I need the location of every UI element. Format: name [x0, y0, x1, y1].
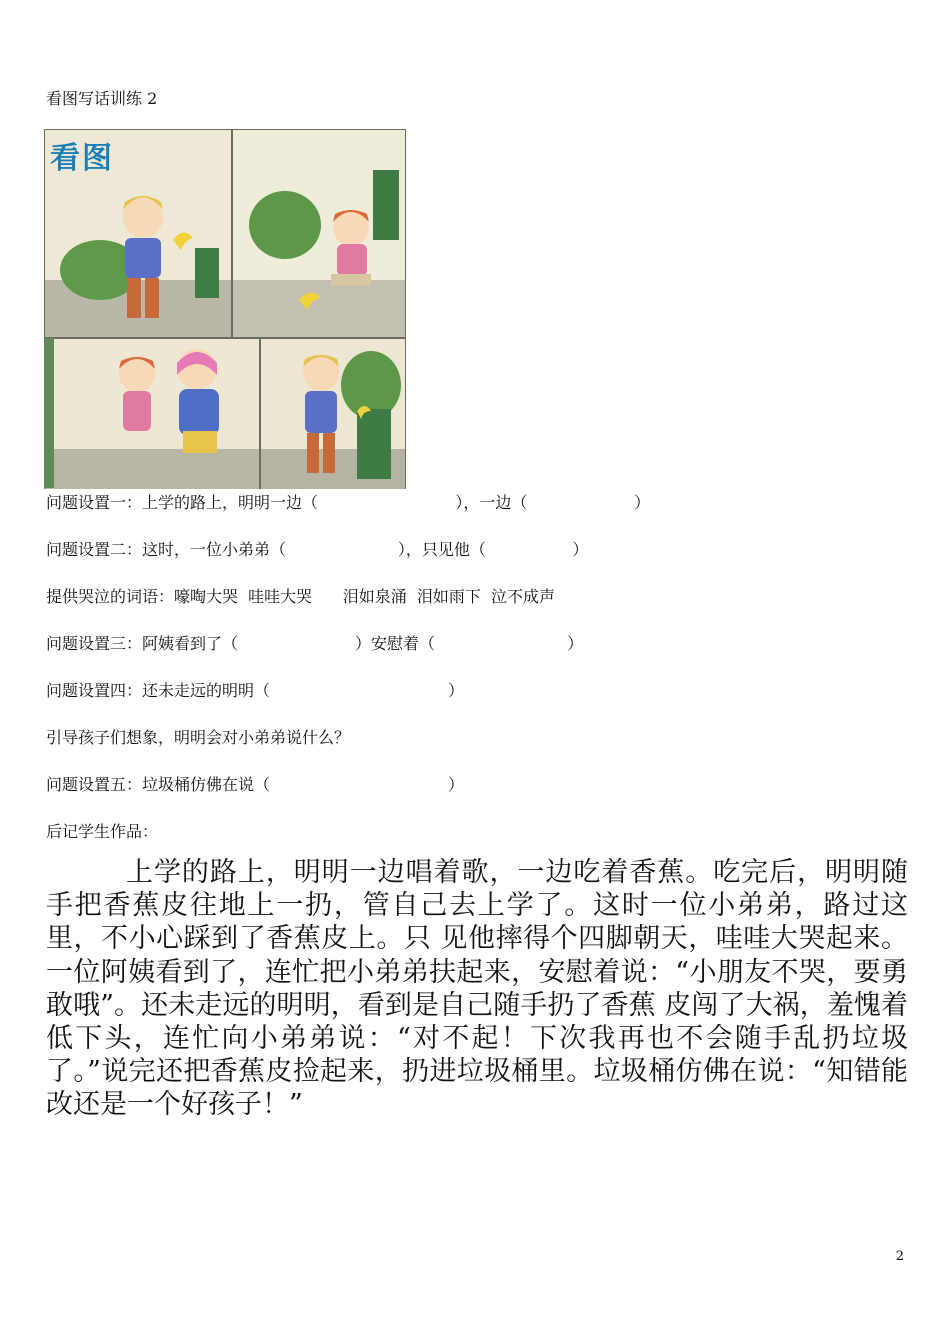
imagination-prompt: 引导孩子们想象，明明会对小弟弟说什么？ [46, 728, 351, 747]
illustration-panel-2 [232, 129, 406, 338]
student-work-heading: 后记学生作品： [46, 822, 159, 841]
page-number: 2 [895, 1249, 904, 1264]
question-1: 问题设置一：上学的路上，明明一边（ ），一边（ ） [46, 493, 651, 512]
picture-story-illustration [44, 129, 406, 489]
question-5: 问题设置五：垃圾桶仿佛在说（ ） [46, 775, 465, 794]
student-essay: 上学的路上，明明一边唱着歌，一边吃着香蕉。吃完后，明明随手把香蕉皮往地上一扔，管自己去上学了。这时一位小弟弟，路过这里，不小心踩到了香蕉皮上。只 见他摔得个四脚朝天，哇哇大哭起来。一位阿姨看到了，连忙把小弟弟扶起来，安慰着说：“小朋友不哭，要勇敢哦”。还未走远的明明，看到是自己随手扔了香蕉 皮闯了大祸，羞愧着低下头，连忙向小弟弟说：“对不起！下次我再也不会随手乱扔垃圾了。”说完还把香蕉皮捡起来，扔进垃圾桶里。垃圾桶仿佛在说：“知错能 改还是一个好孩子！” [46, 857, 908, 1121]
illustration-side-strip [44, 338, 54, 488]
question-3: 问题设置三：阿姨看到了（ ）安慰着（ ） [46, 634, 584, 653]
crying-words-hint: 提供哭泣的词语：嚎啕大哭 哇哇大哭 泪如泉涌 泪如雨下 泣不成声 [46, 587, 556, 606]
illustration-logo: 看图 [50, 141, 114, 176]
illustration-panel-4 [260, 338, 406, 489]
page-title: 看图写话训练 2 [46, 89, 158, 108]
question-4: 问题设置四：还未走远的明明（ ） [46, 681, 465, 700]
illustration-panel-3 [44, 338, 260, 489]
question-2: 问题设置二：这时，一位小弟弟（ ），只见他（ ） [46, 540, 589, 559]
